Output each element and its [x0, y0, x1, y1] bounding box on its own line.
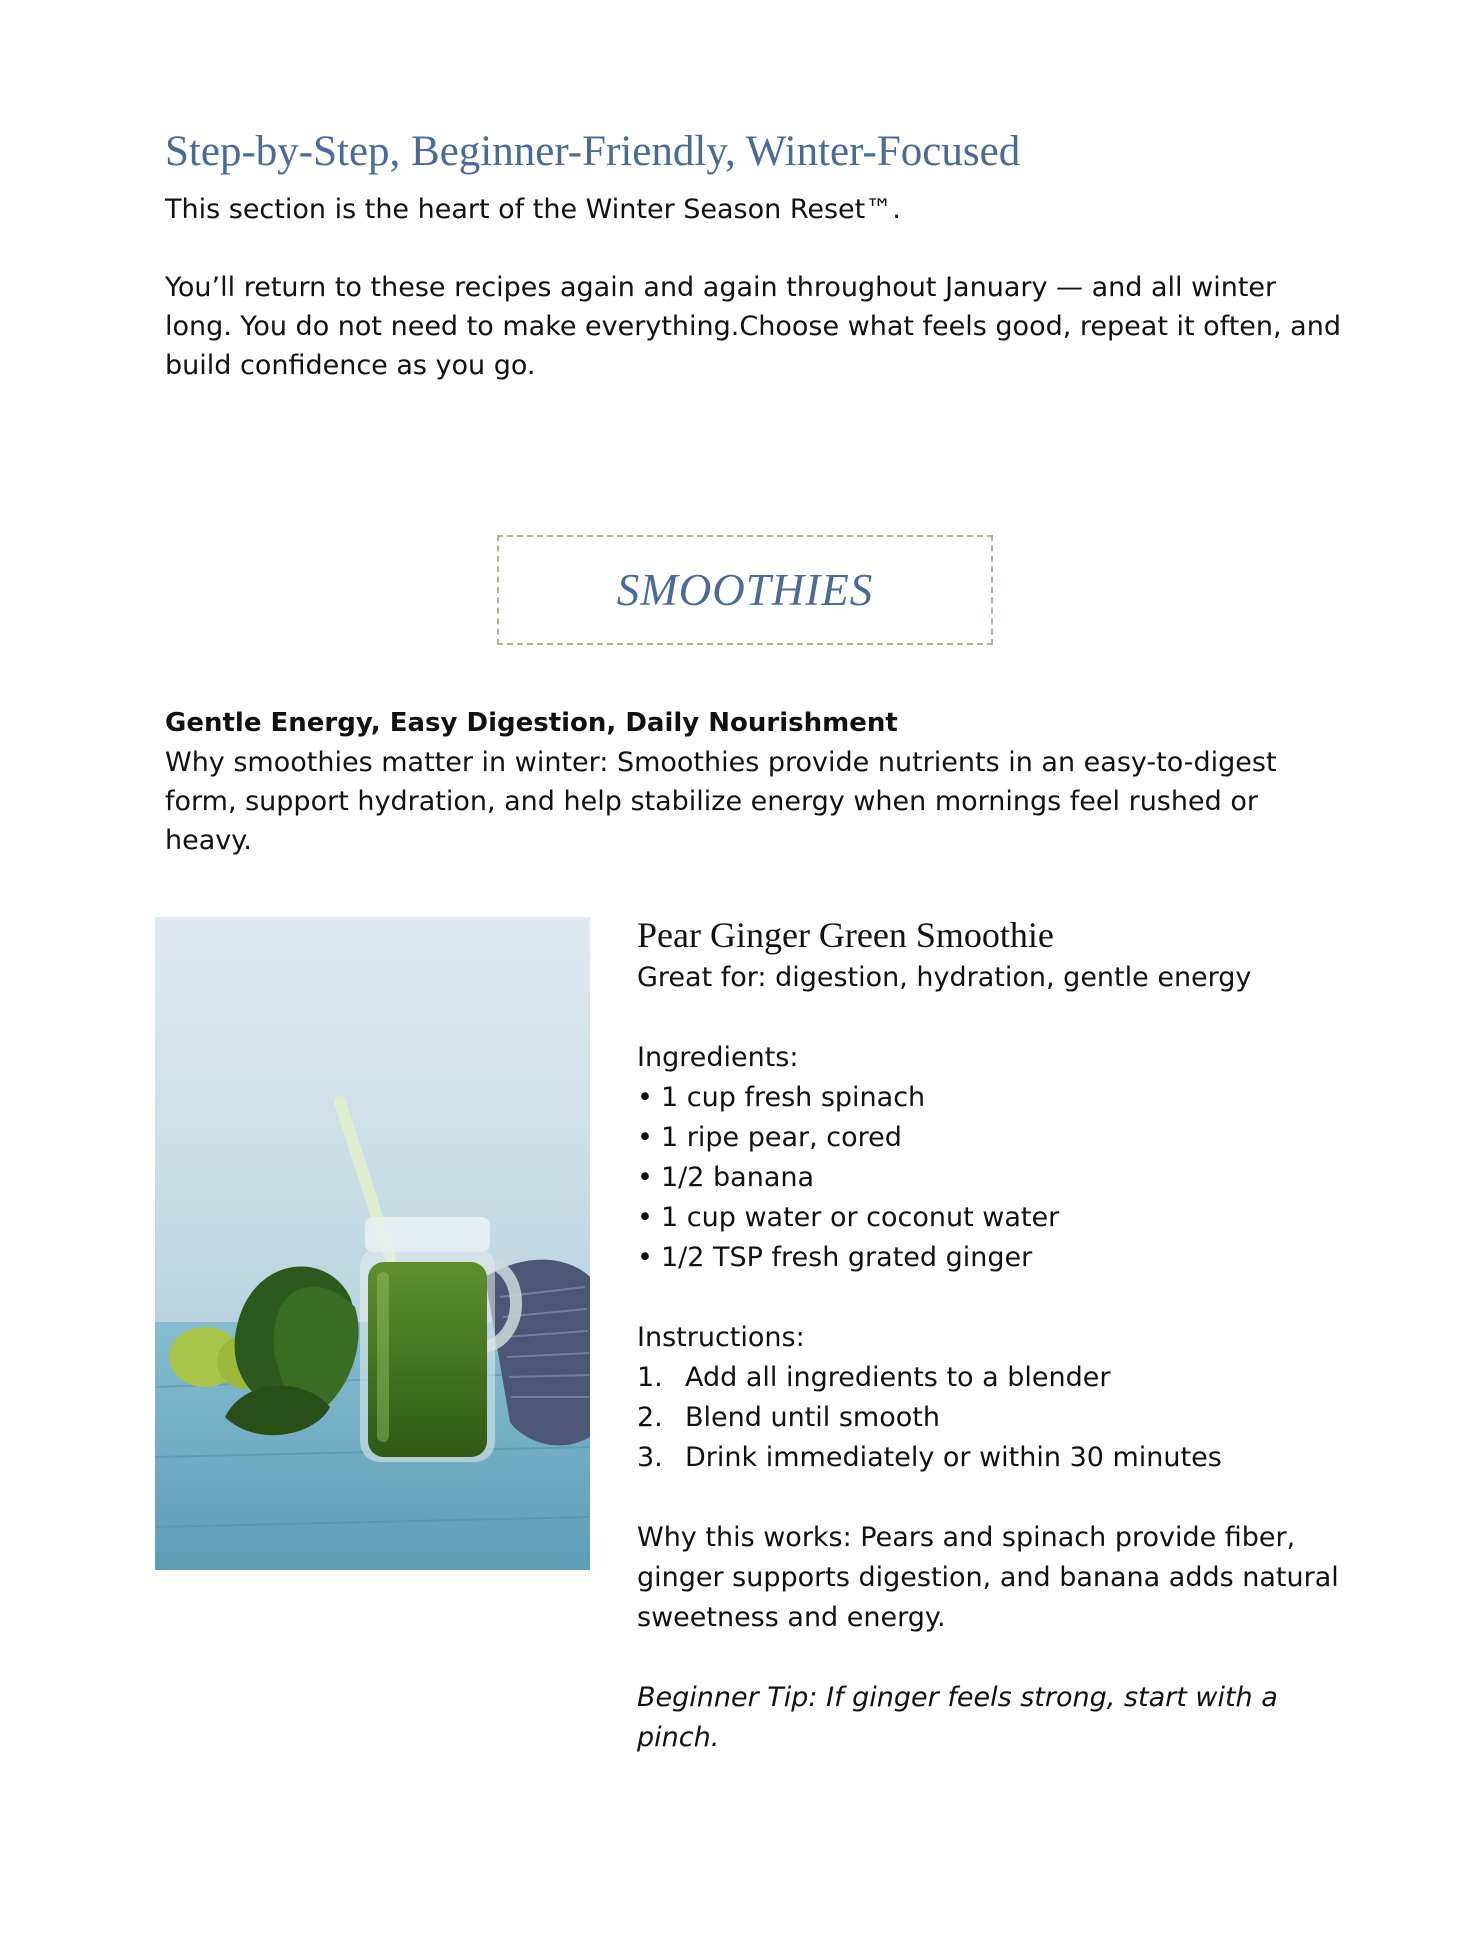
- list-item: • 1/2 TSP fresh grated ginger: [637, 1238, 1357, 1278]
- step-number: 3.: [637, 1442, 663, 1473]
- list-item: • 1 ripe pear, cored: [637, 1118, 1357, 1158]
- intro-body: You’ll return to these recipes again and again throughout January — and all winter long. You do not need to make everything.Choose what feels good, repeat it often, and build confidence as you go.: [165, 272, 1341, 381]
- list-item: • 1 cup fresh spinach: [637, 1078, 1357, 1118]
- step-number: 2.: [637, 1402, 663, 1433]
- smoothie-illustration: [155, 917, 590, 1570]
- intro-text: This section is the heart of the Winter Season Reset™.: [165, 194, 901, 225]
- section-subheading: Gentle Energy, Easy Digestion, Daily Nourishment: [165, 708, 898, 738]
- step-text: Add all ingredients to a blender: [685, 1362, 1111, 1393]
- beginner-tip: Beginner Tip: If ginger feels strong, start with a pinch.: [637, 1682, 1278, 1753]
- section-intro: [165, 704, 1345, 860]
- ingredients-label: Ingredients:: [637, 1042, 799, 1073]
- section-title: SMOOTHIES: [616, 565, 874, 615]
- step-number: 1.: [637, 1362, 663, 1393]
- list-item: • 1 cup water or coconut water: [637, 1198, 1357, 1238]
- section-title-box: [497, 535, 993, 645]
- list-item: [637, 1358, 1357, 1398]
- ingredients-list: [637, 1078, 1357, 1278]
- instructions-label: Instructions:: [637, 1322, 805, 1353]
- step-text: Drink immediately or within 30 minutes: [685, 1442, 1222, 1473]
- section-why-text: Why smoothies matter in winter: Smoothies provide nutrients in an easy-to-digest form, support hydration, and help stabilize energy when mornings feel rushed or heavy.: [165, 747, 1277, 856]
- intro-block: [165, 190, 1345, 424]
- list-item: [637, 1438, 1357, 1478]
- why-this-works: Why this works: Pears and spinach provide fiber, ginger supports digestion, and banana adds natural sweetness and energy.: [637, 1522, 1339, 1633]
- list-item: • 1/2 banana: [637, 1158, 1357, 1198]
- recipe-great-for: Great for: digestion, hydration, gentle energy: [637, 962, 1252, 993]
- recipe-title: Pear Ginger Green Smoothie: [637, 915, 1054, 955]
- page-title: Step-by-Step, Beginner-Friendly, Winter-Focused: [165, 128, 1021, 175]
- smoothie-photo: [155, 917, 590, 1570]
- step-text: Blend until smooth: [685, 1402, 940, 1433]
- list-item: [637, 1398, 1357, 1438]
- recipe-card: [637, 912, 1357, 1758]
- instructions-list: [637, 1358, 1357, 1478]
